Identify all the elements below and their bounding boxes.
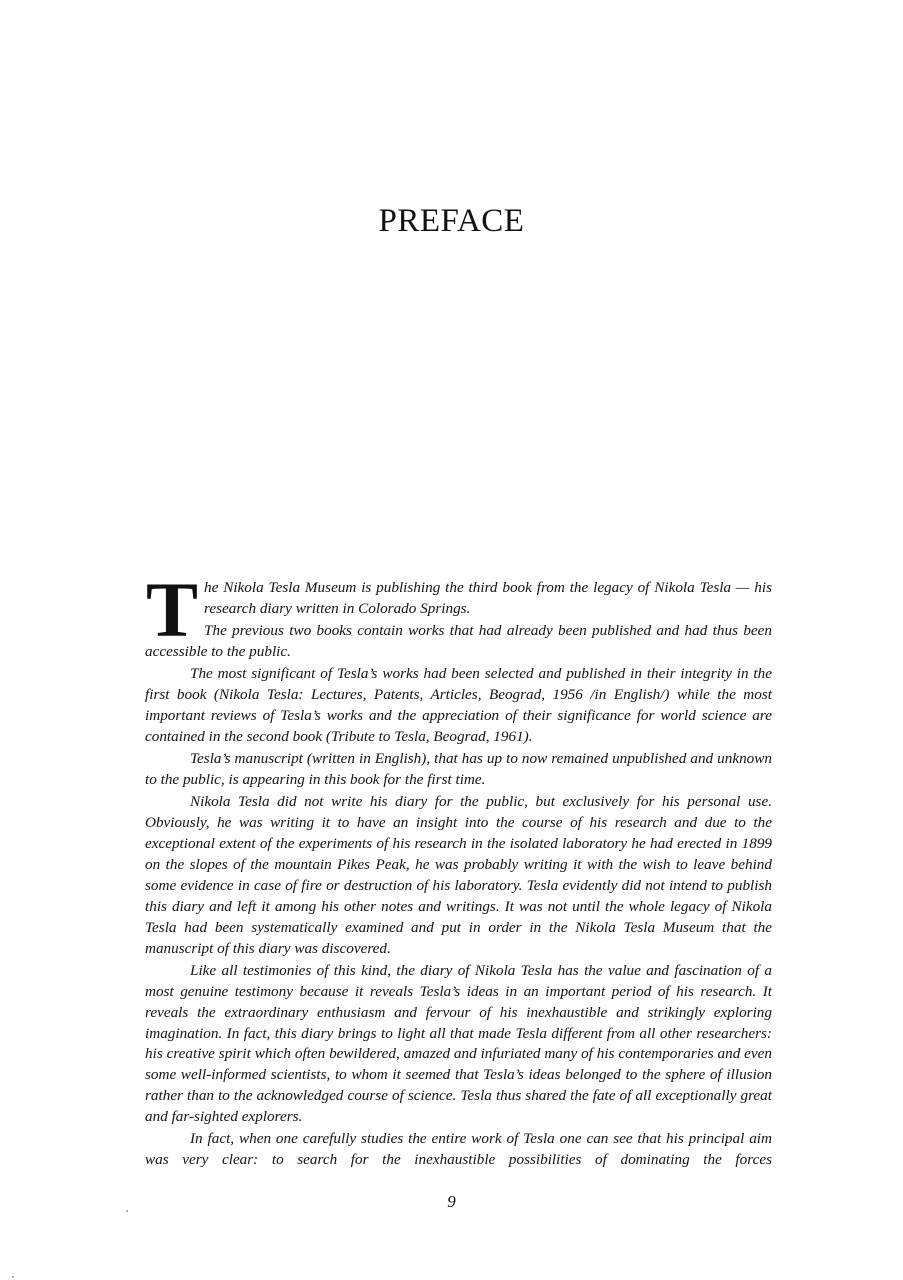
scan-speck — [12, 1276, 14, 1278]
page-number: 9 — [447, 1192, 456, 1211]
page-title: PREFACE — [378, 203, 525, 239]
paragraph-1-text: he Nikola Tesla Museum is publishing the third book from the legacy of Nikola Tesla — his research diary written in Colorado Springs. — [204, 579, 772, 617]
paragraph-2: The previous two books contain works that had already been published and had thus been accessible to the public. — [145, 622, 772, 661]
paragraph-7: In fact, when one carefully studies the entire work of Tesla one can see that his principal aim was very clear: to search for the inexhaustible possibilities of dominating the forces — [145, 1130, 772, 1169]
preface-body — [145, 566, 772, 1172]
paragraph-3: The most significant of Tesla’s works had been selected and published in their integrity in the first book (Nikola Tesla: Lectures, Patents, Articles, Beograd, 1956 /in English/) while the most important reviews of Tesla’s works and the appreciation of their significance for world science are contained in the second book (Tribute to Tesla, Beograd, 1961). — [145, 665, 772, 745]
paragraph-5: Nikola Tesla did not write his diary for the public, but exclusively for his personal use. Obviously, he was writing it to have an insight into the course of his research and due to the exceptional extent of the experiments of his research in the isolated laboratory he had erected in 1899 on the slopes of the mountain Pikes Peak, he was probably writing it with the wish to leave behind some evidence in case of fire or destruction of his laboratory. Tesla evidently did not intend to publish this diary and left it among his other notes and writings. It was not until the whole legacy of Nikola Tesla had been systematically examined and put in order in the Nikola Tesla Museum that the manuscript of this diary was discovered. — [145, 793, 772, 957]
drop-cap: T — [146, 566, 199, 653]
scan-speck — [126, 1210, 128, 1212]
paragraph-6: Like all testimonies of this kind, the diary of Nikola Tesla has the value and fascination of a most genuine testimony because it reveals Tesla’s ideas in an important period of his research. It reveals the extraordinary enthusiasm and fervour of his inexhaustible and strikingly exploring imagination. In fact, this diary brings to light all that made Tesla different from all other researchers: his creative spirit which often bewildered, amazed and infuriated many of his contemporaries and even some well-informed scientists, to whom it seemed that Tesla’s ideas belonged to the sphere of illusion rather than to the acknowledged course of science. Tesla thus shared the fate of all exceptionally great and far-sighted explorers. — [145, 961, 772, 1126]
paragraph-4: Tesla’s manuscript (written in English), that has up to now remained unpublished and unknown to the public, is appearing in this book for the first time. — [145, 750, 772, 789]
